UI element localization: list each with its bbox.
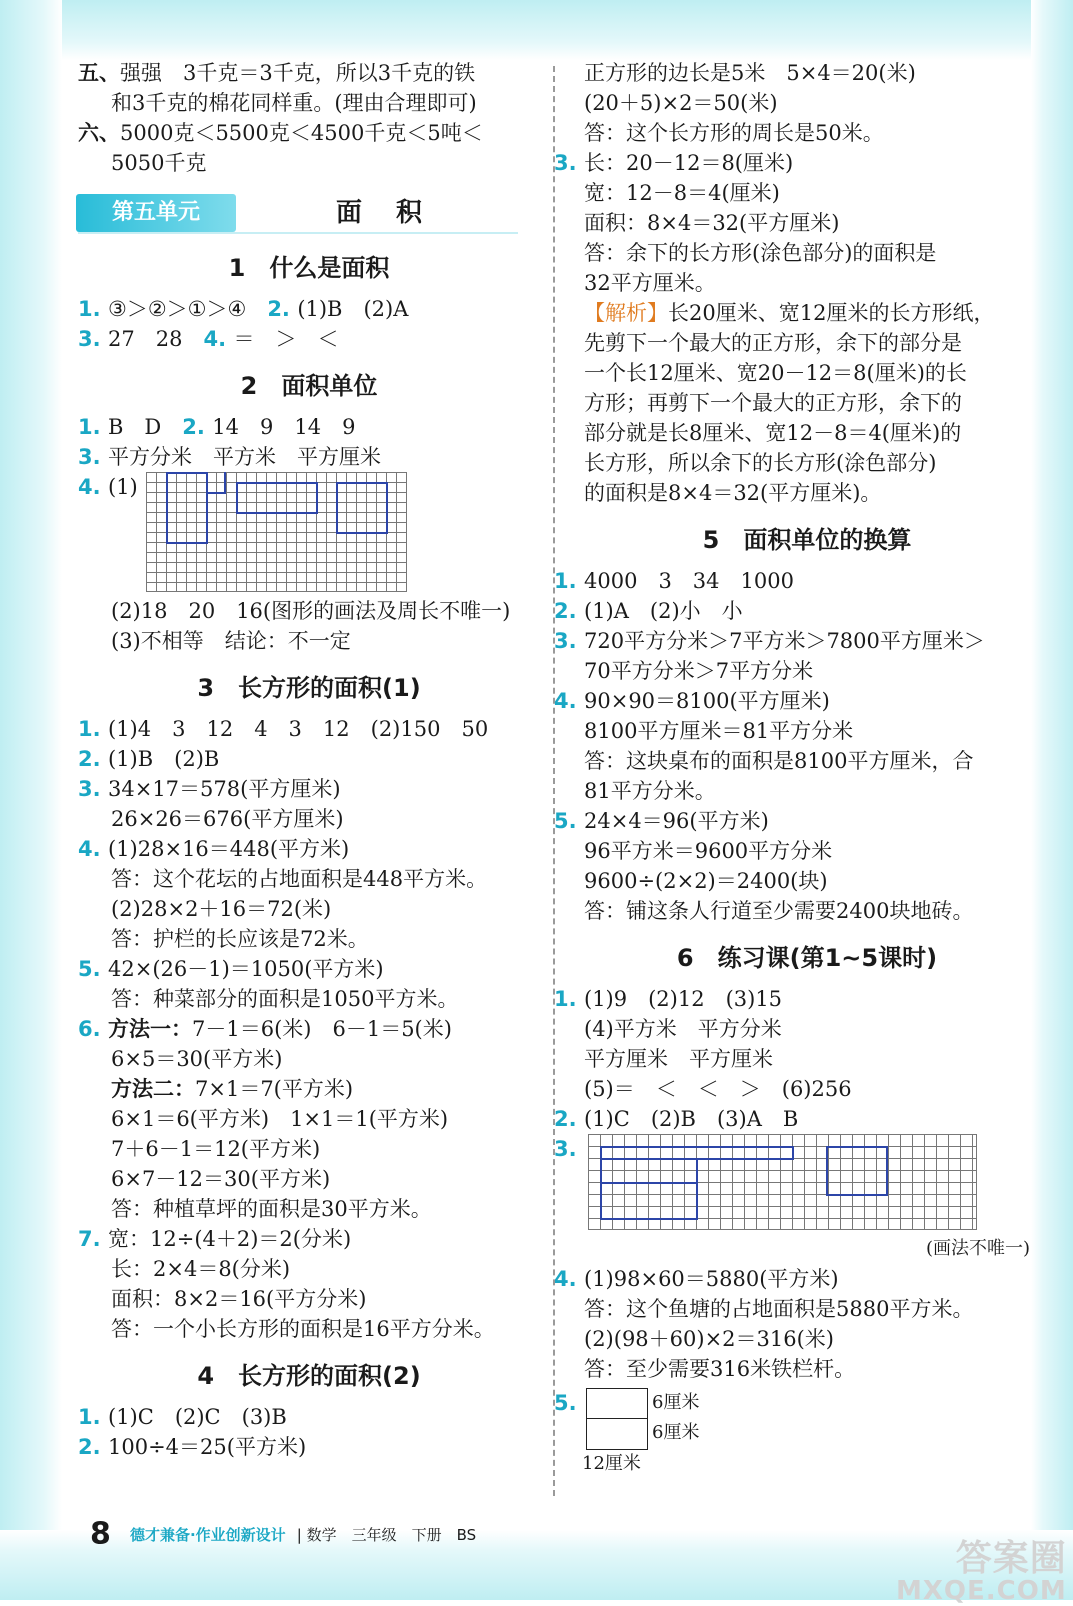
answer-text: (20＋5)×2＝50(米) xyxy=(584,91,778,115)
analysis-line xyxy=(578,418,1036,448)
drawn-rectangle xyxy=(336,482,388,534)
answer-line xyxy=(578,1354,1036,1384)
answer-text: (1)B (2)A xyxy=(297,297,409,321)
analysis-text: 先剪下一个最大的正方形，余下的部分是 xyxy=(584,331,962,355)
answer-line xyxy=(554,596,1036,626)
answer-text: (5)＝ ＜ ＜ ＞ (6)256 xyxy=(584,1077,852,1101)
question-number: 3. xyxy=(554,151,577,175)
drawn-rectangle xyxy=(826,1146,888,1196)
answer-line xyxy=(578,238,1036,268)
question-number: 7. xyxy=(78,1227,101,1251)
answer-text: 答：这个鱼塘的占地面积是5880平方米。 xyxy=(584,1297,974,1321)
section-title: 6 练习课(第1~5课时) xyxy=(676,944,938,972)
answer-text: 8100平方厘米＝81平方分米 xyxy=(584,719,854,743)
answer-line xyxy=(578,1044,1036,1074)
question-number: 5. xyxy=(554,1391,577,1415)
question-mark: 六、 xyxy=(78,121,120,145)
answer-text: 5000克＜5500克＜4500千克＜5吨＜ xyxy=(120,121,483,145)
answer-line xyxy=(554,148,1036,178)
drawn-rectangle xyxy=(206,472,226,494)
answer-text: 32平方厘米。 xyxy=(584,271,716,295)
answer-line xyxy=(554,686,1036,716)
answer-text: 平方厘米 平方厘米 xyxy=(584,1047,773,1071)
drawing-note: (画法不唯一) xyxy=(925,1238,1030,1259)
question-number: 2. xyxy=(78,1435,101,1459)
page-number: 8 xyxy=(90,1516,111,1552)
question-number: 1. xyxy=(78,297,101,321)
question-number: 3. xyxy=(78,777,101,801)
page-frame-left xyxy=(0,0,62,1600)
answer-line xyxy=(78,984,540,1014)
answer-text: 答：这个长方形的周长是50米。 xyxy=(584,121,884,145)
question-number: 4. xyxy=(554,689,577,713)
answer-line xyxy=(578,1324,1036,1354)
page-frame-right xyxy=(1031,0,1073,1600)
right-column xyxy=(554,58,1036,1476)
answer-line xyxy=(554,806,1036,836)
answer-text: 答：这个花坛的占地面积是448平方米。 xyxy=(111,867,488,891)
answer-line xyxy=(78,864,540,894)
answer-line xyxy=(78,596,540,626)
answer-text: 长：20－12＝8(厘米) xyxy=(584,151,794,175)
answer-line xyxy=(78,324,540,354)
answer-text: 宽：12÷(4＋2)＝2(分米) xyxy=(108,1227,352,1251)
answer-line xyxy=(78,1134,540,1164)
answer-text: 42×(26－1)＝1050(平方米) xyxy=(108,957,384,981)
answer-line xyxy=(78,1014,540,1044)
answer-line xyxy=(578,716,1036,746)
question-number: 5. xyxy=(554,809,577,833)
answer-line xyxy=(578,1014,1036,1044)
answer-text: (1)C (2)C (3)B xyxy=(108,1405,287,1429)
question-number: 1. xyxy=(554,569,577,593)
question-number: 1. xyxy=(78,1405,101,1429)
answer-text: 7×1＝7(平方米) xyxy=(195,1077,354,1101)
answer-line xyxy=(554,1104,1036,1134)
answer-line xyxy=(578,88,1036,118)
answer-line xyxy=(578,746,1036,776)
watermark-line: 答案圈 xyxy=(955,1538,1067,1579)
question-number: 3. xyxy=(554,1137,577,1161)
question-number: 4. xyxy=(78,837,101,861)
answer-line xyxy=(78,834,540,864)
unit-badge: 第五单元 xyxy=(76,194,236,232)
answer-text: 答：种植草坪的面积是30平方米。 xyxy=(111,1197,432,1221)
question-number: 1. xyxy=(78,415,101,439)
method-label: 方法一： xyxy=(108,1017,192,1041)
answer-text: (3)不相等 结论：不一定 xyxy=(111,629,351,653)
answer-text: 70平方分米＞7平方分米 xyxy=(584,659,814,683)
answer-text: B D xyxy=(108,415,162,439)
question-number: 4. xyxy=(203,327,227,351)
question-number: 1. xyxy=(78,717,101,741)
answer-line xyxy=(78,744,540,774)
left-column xyxy=(78,58,540,1462)
rectangle-figure xyxy=(586,1388,648,1450)
question-number: 6. xyxy=(78,1017,101,1041)
answer-text: (2)18 20 16(图形的画法及周长不唯一) xyxy=(111,599,511,623)
answer-line xyxy=(78,88,540,118)
area-grid xyxy=(588,1134,977,1230)
answer-text: 强强 3千克＝3千克，所以3千克的铁 xyxy=(120,61,476,85)
answer-text: 90×90＝8100(平方厘米) xyxy=(584,689,830,713)
drawn-polygon xyxy=(236,482,318,514)
answer-text: 答：余下的长方形(涂色部分)的面积是 xyxy=(584,241,937,265)
analysis-line xyxy=(578,358,1036,388)
question-number: 3. xyxy=(78,445,101,469)
answer-text: 答：铺这条人行道至少需要2400块地砖。 xyxy=(584,899,974,923)
book-info: | 数学 三年级 下册 BS xyxy=(296,1525,477,1544)
answer-text: 96平方米＝9600平方分米 xyxy=(584,839,833,863)
answer-line-with-grid xyxy=(78,472,540,596)
answer-text: (1)A (2)小 小 xyxy=(584,599,743,623)
method-label: 方法二： xyxy=(111,1077,195,1101)
answer-line xyxy=(78,1104,540,1134)
answer-line xyxy=(78,924,540,954)
answer-line xyxy=(578,776,1036,806)
answer-text: (4)平方米 平方分米 xyxy=(584,1017,782,1041)
answer-text: 面积：8×2＝16(平方分米) xyxy=(111,1287,367,1311)
answer-text: 26×26＝676(平方厘米) xyxy=(111,807,344,831)
side-label: 6厘米 xyxy=(652,1392,700,1413)
answer-line xyxy=(578,1294,1036,1324)
question-number: 2. xyxy=(554,1107,577,1131)
unit-underline xyxy=(78,232,518,234)
answer-line xyxy=(78,894,540,924)
answer-line xyxy=(78,1254,540,1284)
analysis-text: 方形；再剪下一个最大的正方形，余下的 xyxy=(584,391,962,415)
answer-text: 24×4＝96(平方米) xyxy=(584,809,769,833)
answer-line xyxy=(78,1314,540,1344)
section-title: 2 面积单位 xyxy=(240,372,378,400)
answer-line xyxy=(78,1194,540,1224)
analysis-text: 长20厘米、宽12厘米的长方形纸， xyxy=(668,301,995,325)
answer-text: 34×17＝578(平方厘米) xyxy=(108,777,341,801)
answer-text: (1)98×60＝5880(平方米) xyxy=(584,1267,839,1291)
answer-line xyxy=(78,954,540,984)
answer-text: 81平方分米。 xyxy=(584,779,716,803)
watermark-line: MXQE.COM xyxy=(896,1576,1067,1606)
analysis-line xyxy=(578,298,1036,328)
answer-text: 9600÷(2×2)＝2400(块) xyxy=(584,869,828,893)
drawn-rectangle xyxy=(600,1182,698,1220)
answer-text: 6×5＝30(平方米) xyxy=(111,1047,283,1071)
bottom-label: 12厘米 xyxy=(582,1453,641,1474)
unit-header xyxy=(78,192,540,236)
question-number: 2. xyxy=(554,599,577,623)
answer-line xyxy=(78,294,540,324)
answer-text: ＝ ＞ ＜ xyxy=(233,327,339,351)
answer-text: ③＞②＞①＞④ xyxy=(108,297,247,321)
answer-line xyxy=(578,208,1036,238)
answer-text: 100÷4＝25(平方米) xyxy=(108,1435,307,1459)
answer-text: 宽：12－8＝4(厘米) xyxy=(584,181,780,205)
answer-line xyxy=(554,1264,1036,1294)
answer-text: 7＋6－1＝12(平方米) xyxy=(111,1137,321,1161)
section-title: 1 什么是面积 xyxy=(228,254,390,282)
analysis-line xyxy=(578,478,1036,508)
answer-line xyxy=(78,1432,540,1462)
question-mark: 五、 xyxy=(78,61,120,85)
answer-line xyxy=(78,1164,540,1194)
answer-line xyxy=(78,412,540,442)
answer-text: 面积：8×4＝32(平方厘米) xyxy=(584,211,840,235)
answer-text: (1)28×16＝448(平方米) xyxy=(108,837,350,861)
answer-text: 4000 3 34 1000 xyxy=(584,569,794,593)
answer-line xyxy=(578,836,1036,866)
answer-line xyxy=(554,566,1036,596)
answer-line xyxy=(78,804,540,834)
answer-text: 27 28 xyxy=(108,327,183,351)
answer-line xyxy=(78,1074,540,1104)
answer-line xyxy=(78,626,540,656)
answer-line xyxy=(78,774,540,804)
section-title: 5 面积单位的换算 xyxy=(702,526,912,554)
answer-text: 答：护栏的长应该是72米。 xyxy=(111,927,369,951)
answer-text: 正方形的边长是5米 5×4＝20(米) xyxy=(584,61,916,85)
answer-text: 答：一个小长方形的面积是16平方分米。 xyxy=(111,1317,495,1341)
answer-text: 平方分米 平方米 平方厘米 xyxy=(108,445,381,469)
answer-text: 14 9 14 9 xyxy=(212,415,356,439)
side-label: 6厘米 xyxy=(652,1422,700,1443)
area-grid xyxy=(146,472,407,592)
answer-line xyxy=(578,1074,1036,1104)
analysis-line xyxy=(578,448,1036,478)
answer-line xyxy=(578,178,1036,208)
answer-text: (1) xyxy=(108,475,138,499)
answer-text: (2)28×2＋16＝72(米) xyxy=(111,897,332,921)
analysis-tag: 【解析】 xyxy=(584,301,668,325)
question-number: 2. xyxy=(267,297,290,321)
page-frame-top xyxy=(0,0,1073,60)
answer-text: 答：这块桌布的面积是8100平方厘米，合 xyxy=(584,749,974,773)
answer-text: (1)B (2)B xyxy=(108,747,220,771)
question-number: 1. xyxy=(554,987,577,1011)
analysis-text: 一个长12厘米、宽20－12＝8(厘米)的长 xyxy=(584,361,967,385)
answer-text: (1)9 (2)12 (3)15 xyxy=(584,987,783,1011)
answer-line xyxy=(78,1224,540,1254)
question-number: 3. xyxy=(554,629,577,653)
answer-text: 答：种菜部分的面积是1050平方米。 xyxy=(111,987,459,1011)
question-number: 3. xyxy=(78,327,101,351)
answer-line xyxy=(578,866,1036,896)
analysis-text: 部分就是长8厘米、宽12－8＝4(厘米)的 xyxy=(584,421,962,445)
answer-line xyxy=(78,1402,540,1432)
answer-text: (1)C (2)B (3)A B xyxy=(584,1107,799,1131)
answer-text: 720平方分米＞7平方米＞7800平方厘米＞ xyxy=(584,629,985,653)
answer-line xyxy=(554,984,1036,1014)
answer-line xyxy=(78,58,540,88)
question-number: 4. xyxy=(78,475,101,499)
answer-line xyxy=(554,626,1036,656)
drawn-rectangle xyxy=(166,472,208,544)
question-number: 5. xyxy=(78,957,101,981)
section-title: 4 长方形的面积(2) xyxy=(197,1362,421,1390)
answer-line xyxy=(578,268,1036,298)
section-title: 3 长方形的面积(1) xyxy=(197,674,421,702)
answer-text: 6×7－12＝30(平方米) xyxy=(111,1167,331,1191)
answer-text: (2)(98＋60)×2＝316(米) xyxy=(584,1327,835,1351)
answer-text: 答：至少需要316米铁栏杆。 xyxy=(584,1357,856,1381)
watermark xyxy=(896,1530,1067,1605)
answer-line xyxy=(78,1044,540,1074)
answer-line xyxy=(78,714,540,744)
answer-line xyxy=(78,118,540,148)
analysis-text: 的面积是8×4＝32(平方厘米)。 xyxy=(584,481,882,505)
answer-line xyxy=(578,656,1036,686)
question-number: 2. xyxy=(182,415,205,439)
analysis-line xyxy=(578,328,1036,358)
answer-line-with-grid xyxy=(554,1134,1036,1234)
question-number: 4. xyxy=(554,1267,577,1291)
answer-text: 6×1＝6(平方米) 1×1＝1(平方米) xyxy=(111,1107,449,1131)
brand-name: 德才兼备·作业创新设计 xyxy=(129,1525,286,1544)
answer-line xyxy=(578,896,1036,926)
answer-line xyxy=(78,442,540,472)
page-footer xyxy=(90,1516,476,1552)
answer-line xyxy=(578,58,1036,88)
answer-text: 5050千克 xyxy=(111,151,207,175)
analysis-line xyxy=(578,388,1036,418)
answer-line xyxy=(578,118,1036,148)
answer-text: 长：2×4＝8(分米) xyxy=(111,1257,291,1281)
answer-text: (1)4 3 12 4 3 12 (2)150 50 xyxy=(108,717,489,741)
unit-title: 面 积 xyxy=(336,198,427,228)
answer-text: 和3千克的棉花同样重。(理由合理即可) xyxy=(111,91,477,115)
answer-text: 7－1＝6(米) 6－1＝5(米) xyxy=(192,1017,452,1041)
answer-line-with-figure xyxy=(554,1388,1036,1452)
drawn-rectangle xyxy=(600,1158,698,1184)
answer-line xyxy=(78,148,540,178)
question-number: 2. xyxy=(78,747,101,771)
answer-line xyxy=(78,1284,540,1314)
analysis-text: 长方形，所以余下的长方形(涂色部分) xyxy=(584,451,937,475)
